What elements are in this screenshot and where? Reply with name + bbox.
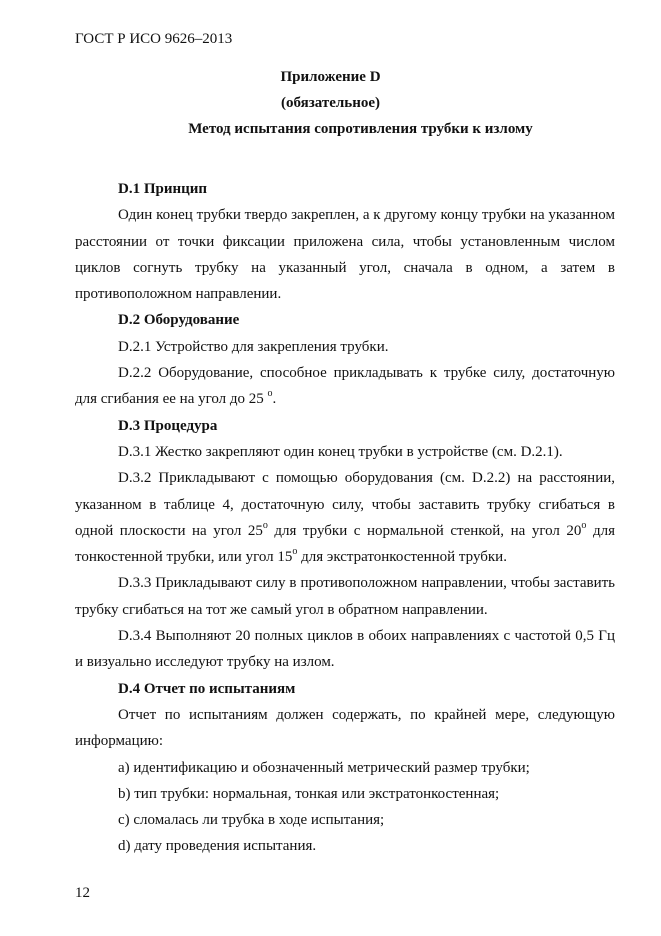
paragraph-d3-2 (75, 465, 615, 570)
annex-status: (обязательное) (280, 95, 381, 111)
section-heading-d2: D.2 Оборудование (118, 312, 240, 329)
paragraph-d2-2 (75, 360, 615, 413)
paragraph-d3-4: D.3.4 Выполняют 20 полных циклов в обоих направлениях с частотой 0,5 Гц и визуально исследуют трубку на излом. (75, 628, 615, 671)
paragraph-d3-2-part-c: для тонкостенной трубки, или угол 15 (75, 522, 615, 566)
degree-mark: o (267, 388, 273, 400)
degree-mark: o (262, 519, 268, 531)
paragraph-d2-1: D.2.1 Устройство для закрепления трубки. (118, 338, 389, 355)
page-number: 12 (75, 885, 90, 901)
paragraph-d3-2-part-d: для экстратонкостенной трубки. (297, 549, 507, 566)
paragraph-d2-2-text: D.2.2 Оборудование, способное прикладывать к трубке силу, достаточную для сгибания ее на угол до 25 (75, 365, 615, 408)
paragraph-d1: Один конец трубки твердо закреплен, а к другому концу трубки на указанном расстоянии от точки фиксации приложена сила, чтобы установленным числом циклов согнуть трубку на указанный угол, сначала в одном, а затем в противоположном направлении. (75, 207, 615, 303)
annex-name: Метод испытания сопротивления трубки к излому (188, 121, 533, 137)
document-header: ГОСТ Р ИСО 9626–2013 (75, 31, 233, 47)
paragraph-d3-1: D.3.1 Жестко закрепляют один конец трубки в устройстве (см. D.2.1). (118, 443, 563, 460)
paragraph-d3-3: D.3.3 Прикладывают силу в противоположном направлении, чтобы заставить трубку сгибаться на тот же самый угол в обратном направлении. (75, 575, 615, 618)
paragraph-d2-2-end: . (272, 391, 277, 408)
section-heading-d1: D.1 Принцип (118, 181, 208, 197)
list-item: b) тип трубки: нормальная, тонкая или экстратонкостенная; (118, 785, 500, 802)
document-body (75, 176, 615, 860)
section-heading-d3: D.3 Процедура (118, 417, 218, 434)
paragraph-d4-intro: Отчет по испытаниям должен содержать, по крайней мере, следующую информацию: (75, 706, 615, 750)
degree-mark: o (581, 519, 587, 531)
list-item: c) сломалась ли трубка в ходе испытания; (118, 812, 385, 829)
list-item: a) идентификацию и обозначенный метрический размер трубки; (118, 759, 530, 776)
annex-title: Приложение D (280, 69, 381, 85)
list-item: d) дату проведения испытания. (118, 838, 317, 855)
paragraph-d3-2-part-b: для трубки с нормальной стенкой, на угол 20 (267, 522, 582, 539)
section-heading-d4: D.4 Отчет по испытаниям (118, 680, 296, 697)
degree-mark: o (292, 546, 298, 558)
paragraph-d3-2-part-a: D.3.2 Прикладывают с помощью оборудования (см. D.2.2) на расстоянии, указанном в таблице 4, достаточную силу, чтобы заставить трубку сгибаться в одной плоскости на угол 25 (75, 470, 615, 539)
